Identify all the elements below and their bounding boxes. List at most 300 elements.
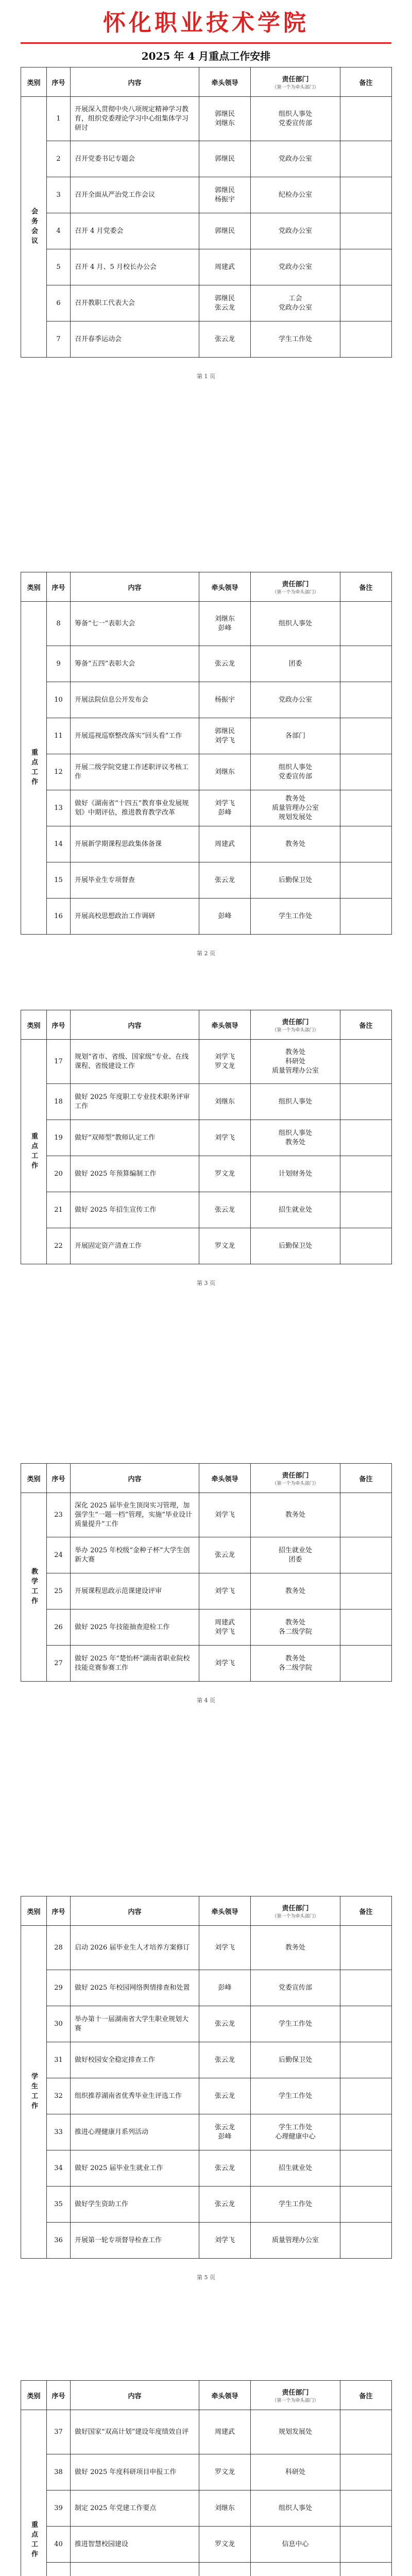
table-section	[21, 572, 391, 935]
responsible-unit: 组织人事处	[251, 2490, 340, 2527]
responsible-unit: 后勤保卫处	[251, 862, 340, 899]
table-row	[21, 2490, 392, 2527]
category-cell: 会务会议	[21, 97, 47, 358]
responsible-unit: 纪检办公室	[251, 177, 340, 213]
responsible-unit: 党政办公室	[251, 249, 340, 285]
table-header-row	[21, 2381, 392, 2410]
header-unit-sub: （第一个为牵头部门）	[272, 1028, 319, 1033]
task-content: 做好学生资助工作	[71, 2187, 199, 2223]
header-no: 序号	[47, 1010, 71, 1040]
header-no: 序号	[47, 1896, 71, 1926]
task-content: 组织推荐湖南省优秀毕业生评选工作	[71, 2078, 199, 2114]
task-content: 筹备“七一”表彰大会	[71, 602, 199, 646]
task-content: 开展巡视巡察整改落实“回头看”工作	[71, 718, 199, 754]
table-row	[21, 1926, 392, 1970]
remark-cell	[340, 1573, 392, 1609]
remark-cell	[340, 646, 392, 682]
task-content: 开展深入贯彻中央八项规定精神学习教育，组织党委理论学习中心组集体学习研讨	[71, 97, 199, 141]
task-content: 深化 2025 届毕业生顶岗实习管理，加强学生“一题一档”管理，实施“毕业设计质量提升”工作	[71, 1493, 199, 1537]
responsible-unit: 教务处	[251, 1493, 340, 1537]
lead-leader: 刘学飞	[199, 2223, 251, 2259]
remark-cell	[340, 1040, 392, 1084]
table-row	[21, 862, 392, 899]
task-content: 启动 2026 届毕业生人才培养方案修订	[71, 1926, 199, 1970]
lead-leader: 罗文龙	[199, 1228, 251, 1264]
row-number: 4	[47, 213, 71, 249]
remark-cell	[340, 321, 392, 358]
task-content: 开展固定资产清查工作	[71, 1228, 199, 1264]
table-header-row	[21, 572, 392, 602]
row-number: 15	[47, 862, 71, 899]
remark-cell	[340, 1537, 392, 1573]
remark-cell	[340, 1156, 392, 1192]
row-number: 6	[47, 285, 71, 321]
work-schedule-table	[21, 1463, 392, 1682]
remark-cell	[340, 899, 392, 935]
row-number: 8	[47, 602, 71, 646]
remark-cell	[340, 2187, 392, 2223]
table-row	[21, 1040, 392, 1084]
responsible-unit: 组织人事处 党委宣传部	[251, 97, 340, 141]
header-unit-label: 责任部门	[282, 1905, 309, 1912]
header-unit-label: 责任部门	[282, 1019, 309, 1026]
header-content: 内容	[71, 2381, 199, 2410]
row-number: 25	[47, 1573, 71, 1609]
table-row	[21, 249, 392, 285]
row-number: 17	[47, 1040, 71, 1084]
remark-cell	[340, 754, 392, 790]
header-content: 内容	[71, 67, 199, 97]
lead-leader: 张云龙	[199, 646, 251, 682]
header-content: 内容	[71, 1464, 199, 1493]
remark-cell	[340, 1120, 392, 1156]
responsible-unit: 教务处 各二级学院	[251, 1609, 340, 1646]
task-content: 召开春季运动会	[71, 321, 199, 358]
remark-cell	[340, 2078, 392, 2114]
table-header-row	[21, 67, 392, 97]
row-number: 3	[47, 177, 71, 213]
header-content: 内容	[71, 1010, 199, 1040]
category-cell: 学生工作	[21, 1926, 47, 2259]
responsible-unit: 组织人事处 教务处	[251, 1120, 340, 1156]
table-row	[21, 2527, 392, 2563]
header-note: 备注	[340, 67, 392, 97]
document-header	[21, 0, 391, 63]
remark-cell	[340, 2042, 392, 2078]
task-content: 开展法院信息公开发布会	[71, 682, 199, 718]
header-unit-sub: （第一个为牵头部门）	[272, 590, 319, 595]
task-content: 做好 2025 届毕业生就业工作	[71, 2150, 199, 2187]
header-unit-label: 责任部门	[282, 581, 309, 588]
header-unit	[251, 1896, 340, 1926]
lead-leader: 张云龙	[199, 2042, 251, 2078]
work-schedule-table	[21, 572, 392, 935]
row-number: 38	[47, 2454, 71, 2490]
task-content: 制定 2025 年党建工作要点	[71, 2490, 199, 2527]
responsible-unit: 各部门	[251, 718, 340, 754]
task-content: 做好“双师型”教师认定工作	[71, 1120, 199, 1156]
lead-leader: 张云龙	[199, 321, 251, 358]
header-note: 备注	[340, 1896, 392, 1926]
row-number: 40	[47, 2527, 71, 2563]
responsible-unit: 党政办公室	[251, 682, 340, 718]
header-unit-sub: （第一个为牵头部门）	[272, 1481, 319, 1486]
task-content: 召开党委书记专题会	[71, 141, 199, 177]
work-schedule-table	[21, 1010, 392, 1264]
responsible-unit: 组织人事处	[251, 1084, 340, 1120]
header-unit	[251, 67, 340, 97]
table-row	[21, 2006, 392, 2042]
row-number: 33	[47, 2114, 71, 2150]
header-unit-label: 责任部门	[282, 1472, 309, 1480]
table-row	[21, 1537, 392, 1573]
table-row	[21, 1573, 392, 1609]
responsible-unit: 招生就业处	[251, 2150, 340, 2187]
table-row	[21, 1970, 392, 2006]
category-cell: 教学工作	[21, 1493, 47, 1682]
task-content: 做好 2025 年“楚怡杯”湖南省职业院校技能竞赛参赛工作	[71, 1646, 199, 1682]
category-cell: 重点工作	[21, 1040, 47, 1264]
header-note: 备注	[340, 1010, 392, 1040]
table-row	[21, 1120, 392, 1156]
row-number: 13	[47, 790, 71, 826]
lead-leader	[199, 2563, 251, 2576]
lead-leader: 周建武	[199, 249, 251, 285]
row-number: 14	[47, 826, 71, 862]
responsible-unit: 学生工作处	[251, 2006, 340, 2042]
row-number: 21	[47, 1192, 71, 1228]
task-content: 做好 2025 年校园网络舆情排查和处置	[71, 1970, 199, 2006]
lead-leader: 彭峰	[199, 1970, 251, 2006]
responsible-unit: 教务处 科研处 质量管理办公室	[251, 1040, 340, 1084]
row-number: 12	[47, 754, 71, 790]
lead-leader: 刘学飞	[199, 1120, 251, 1156]
responsible-unit: 教务处	[251, 826, 340, 862]
table-row	[21, 177, 392, 213]
remark-cell	[340, 682, 392, 718]
task-content: 做好 2025 年技能抽查迎检工作	[71, 1609, 199, 1646]
table-row	[21, 2563, 392, 2576]
category-cell: 重点工作	[21, 2410, 47, 2576]
header-unit-sub: （第一个为牵头部门）	[272, 1914, 319, 1919]
table-section	[21, 1010, 391, 1264]
responsible-unit: 学生工作处	[251, 321, 340, 358]
row-number: 34	[47, 2150, 71, 2187]
header-leader: 牵头领导	[199, 1010, 251, 1040]
header-leader: 牵头领导	[199, 2381, 251, 2410]
header-leader: 牵头领导	[199, 67, 251, 97]
header-no: 序号	[47, 2381, 71, 2410]
table-header-row	[21, 1896, 392, 1926]
remark-cell	[340, 177, 392, 213]
header-category: 类别	[21, 1896, 47, 1926]
table-row	[21, 1646, 392, 1682]
lead-leader: 郭继民 杨振宇	[199, 177, 251, 213]
row-number: 35	[47, 2187, 71, 2223]
row-number: 24	[47, 1537, 71, 1573]
table-section	[21, 67, 391, 358]
task-content: 举办第十一届湖南省大学生职业规划大赛	[71, 2006, 199, 2042]
remark-cell	[340, 2223, 392, 2259]
task-content: 推进智慧校园建设	[71, 2527, 199, 2563]
responsible-unit	[251, 2563, 340, 2576]
work-schedule-table	[21, 67, 392, 358]
table-row	[21, 826, 392, 862]
lead-leader: 刘学飞	[199, 1493, 251, 1537]
task-content: 召开教职工代表大会	[71, 285, 199, 321]
table-row	[21, 2150, 392, 2187]
row-number	[47, 2563, 71, 2576]
lead-leader: 罗文龙	[199, 2454, 251, 2490]
table-row	[21, 2078, 392, 2114]
row-number: 30	[47, 2006, 71, 2042]
responsible-unit: 党政办公室	[251, 141, 340, 177]
responsible-unit: 组织人事处 党委宣传部	[251, 754, 340, 790]
lead-leader: 刘学飞	[199, 1646, 251, 1682]
lead-leader: 刘继东	[199, 1084, 251, 1120]
header-unit	[251, 572, 340, 602]
task-content: 做好《湖南省“十四五”教育事业发展规划》中期评估，推进教育教学改革	[71, 790, 199, 826]
header-unit-sub: （第一个为牵头部门）	[272, 85, 319, 90]
table-row	[21, 2187, 392, 2223]
row-number: 9	[47, 646, 71, 682]
responsible-unit: 后勤保卫处	[251, 1228, 340, 1264]
row-number: 26	[47, 1609, 71, 1646]
responsible-unit: 教务处	[251, 1926, 340, 1970]
header-category: 类别	[21, 1464, 47, 1493]
row-number: 32	[47, 2078, 71, 2114]
page-number: 第 4 页	[197, 1697, 215, 1704]
remark-cell	[340, 862, 392, 899]
header-leader: 牵头领导	[199, 1464, 251, 1493]
table-row	[21, 899, 392, 935]
header-category: 类别	[21, 1010, 47, 1040]
row-number: 29	[47, 1970, 71, 2006]
row-number: 2	[47, 141, 71, 177]
header-unit	[251, 2381, 340, 2410]
lead-leader: 郭继民	[199, 141, 251, 177]
responsible-unit: 教务处 质量管理办公室 规划发展处	[251, 790, 340, 826]
header-no: 序号	[47, 572, 71, 602]
header-category: 类别	[21, 2381, 47, 2410]
task-content: 推进心理健康月系列活动	[71, 2114, 199, 2150]
task-content: 规划“省市、省级、国家级”专业、在线课程、省级建设工作	[71, 1040, 199, 1084]
header-category: 类别	[21, 67, 47, 97]
task-content: 做好校园安全稳定排查工作	[71, 2042, 199, 2078]
header-unit-sub: （第一个为牵头部门）	[272, 2398, 319, 2403]
task-content: 开展二级学院党建工作述职评议考核工作	[71, 754, 199, 790]
responsible-unit: 计划财务处	[251, 1156, 340, 1192]
lead-leader: 张云龙	[199, 2150, 251, 2187]
task-content: 召开 4 月党委会	[71, 213, 199, 249]
responsible-unit: 招生就业处	[251, 1192, 340, 1228]
table-row	[21, 321, 392, 358]
responsible-unit: 后勤保卫处	[251, 2042, 340, 2078]
header-no: 序号	[47, 67, 71, 97]
remark-cell	[340, 2563, 392, 2576]
task-content: 做好 2025 年招生宣传工作	[71, 1192, 199, 1228]
task-content: 做好国家“双高计划”建设年度绩效自评	[71, 2410, 199, 2454]
row-number: 10	[47, 682, 71, 718]
header-unit	[251, 1010, 340, 1040]
table-section	[21, 2380, 391, 2576]
responsible-unit: 学生工作处 心理健康中心	[251, 2114, 340, 2150]
remark-cell	[340, 213, 392, 249]
lead-leader: 刘学飞 彭峰	[199, 790, 251, 826]
row-number: 39	[47, 2490, 71, 2527]
row-number: 19	[47, 1120, 71, 1156]
work-schedule-table	[21, 2380, 392, 2576]
table-row	[21, 1228, 392, 1264]
table-row	[21, 2454, 392, 2490]
lead-leader: 张云龙	[199, 862, 251, 899]
lead-leader: 周建武	[199, 826, 251, 862]
table-row	[21, 602, 392, 646]
header-leader: 牵头领导	[199, 572, 251, 602]
responsible-unit: 学生工作处	[251, 899, 340, 935]
table-row	[21, 141, 392, 177]
lead-leader: 刘学飞 罗文龙	[199, 1040, 251, 1084]
remark-cell	[340, 2454, 392, 2490]
table-row	[21, 97, 392, 141]
remark-cell	[340, 249, 392, 285]
row-number: 28	[47, 1926, 71, 1970]
row-number: 27	[47, 1646, 71, 1682]
table-header-row	[21, 1464, 392, 1493]
remark-cell	[340, 602, 392, 646]
lead-leader: 刘继东	[199, 2490, 251, 2527]
header-note: 备注	[340, 1464, 392, 1493]
header-leader: 牵头领导	[199, 1896, 251, 1926]
table-row	[21, 1493, 392, 1537]
remark-cell	[340, 1646, 392, 1682]
table-row	[21, 718, 392, 754]
remark-cell	[340, 718, 392, 754]
table-row	[21, 2042, 392, 2078]
remark-cell	[340, 2527, 392, 2563]
lead-leader: 郭继民 张云龙	[199, 285, 251, 321]
responsible-unit: 组织人事处	[251, 602, 340, 646]
header-unit	[251, 1464, 340, 1493]
row-number: 36	[47, 2223, 71, 2259]
school-name: 怀化职业技术学院	[103, 10, 309, 36]
lead-leader: 彭峰	[199, 899, 251, 935]
table-section	[21, 1896, 391, 2259]
remark-cell	[340, 1970, 392, 2006]
table-row	[21, 1609, 392, 1646]
lead-leader: 张云龙 彭峰	[199, 2114, 251, 2150]
header-note: 备注	[340, 2381, 392, 2410]
table-row	[21, 213, 392, 249]
task-content: 开展毕业生专项督查	[71, 862, 199, 899]
header-unit-label: 责任部门	[282, 76, 309, 83]
responsible-unit: 教务处	[251, 1573, 340, 1609]
header-category: 类别	[21, 572, 47, 602]
responsible-unit: 学生工作处	[251, 2078, 340, 2114]
remark-cell	[340, 2114, 392, 2150]
responsible-unit: 招生就业处 团委	[251, 1537, 340, 1573]
lead-leader: 郭继民	[199, 213, 251, 249]
remark-cell	[340, 826, 392, 862]
lead-leader: 张云龙	[199, 1537, 251, 1573]
responsible-unit: 信息中心	[251, 2527, 340, 2563]
red-divider-line	[21, 42, 391, 44]
table-row	[21, 1192, 392, 1228]
row-number: 16	[47, 899, 71, 935]
lead-leader: 杨振宇	[199, 682, 251, 718]
row-number: 23	[47, 1493, 71, 1537]
remark-cell	[340, 1084, 392, 1120]
row-number: 20	[47, 1156, 71, 1192]
row-number: 5	[47, 249, 71, 285]
table-row	[21, 285, 392, 321]
table-row	[21, 2410, 392, 2454]
page-number: 第 3 页	[197, 1280, 215, 1286]
document-title: 2025 年 4 月重点工作安排	[141, 50, 271, 62]
lead-leader: 罗文龙	[199, 2527, 251, 2563]
lead-leader: 刘学飞	[199, 1926, 251, 1970]
lead-leader: 刘继东 彭峰	[199, 602, 251, 646]
table-row	[21, 790, 392, 826]
table-section	[21, 1463, 391, 1682]
responsible-unit: 科研处	[251, 2454, 340, 2490]
task-content: 举办 2025 年校级“金种子杯”大学生创新大赛	[71, 1537, 199, 1573]
responsible-unit: 团委	[251, 646, 340, 682]
header-content: 内容	[71, 572, 199, 602]
lead-leader: 郭继民 刘学飞	[199, 718, 251, 754]
task-content: 开展第一轮专项督导检查工作	[71, 2223, 199, 2259]
task-content: 做好 2025 年度职工专业技术职务评审工作	[71, 1084, 199, 1120]
remark-cell	[340, 141, 392, 177]
remark-cell	[340, 2150, 392, 2187]
header-note: 备注	[340, 572, 392, 602]
row-number: 31	[47, 2042, 71, 2078]
lead-leader: 周建武 刘学飞	[199, 1609, 251, 1646]
lead-leader: 张云龙	[199, 2078, 251, 2114]
remark-cell	[340, 285, 392, 321]
header-unit-label: 责任部门	[282, 2389, 309, 2397]
remark-cell	[340, 1228, 392, 1264]
remark-cell	[340, 1926, 392, 1970]
table-header-row	[21, 1010, 392, 1040]
task-content: 召开全面从严治党工作会议	[71, 177, 199, 213]
row-number: 7	[47, 321, 71, 358]
task-content	[71, 2563, 199, 2576]
lead-leader: 罗文龙	[199, 1156, 251, 1192]
row-number: 37	[47, 2410, 71, 2454]
task-content: 开展高校思想政治工作调研	[71, 899, 199, 935]
category-cell: 重点工作	[21, 602, 47, 935]
remark-cell	[340, 2006, 392, 2042]
lead-leader: 张云龙	[199, 1192, 251, 1228]
header-content: 内容	[71, 1896, 199, 1926]
row-number: 22	[47, 1228, 71, 1264]
lead-leader: 周建武	[199, 2410, 251, 2454]
task-content: 开展课程思政示范课建设评审	[71, 1573, 199, 1609]
table-row	[21, 1084, 392, 1120]
row-number: 11	[47, 718, 71, 754]
table-row	[21, 646, 392, 682]
row-number: 18	[47, 1084, 71, 1120]
task-content: 做好 2025 年度科研项目申报工作	[71, 2454, 199, 2490]
task-content: 做好 2025 年预算编制工作	[71, 1156, 199, 1192]
responsible-unit: 学生工作处	[251, 2187, 340, 2223]
responsible-unit: 党委宣传部	[251, 1970, 340, 2006]
page-number: 第 2 页	[197, 950, 215, 957]
responsible-unit: 质量管理办公室	[251, 2223, 340, 2259]
remark-cell	[340, 97, 392, 141]
lead-leader: 刘学飞	[199, 1573, 251, 1609]
